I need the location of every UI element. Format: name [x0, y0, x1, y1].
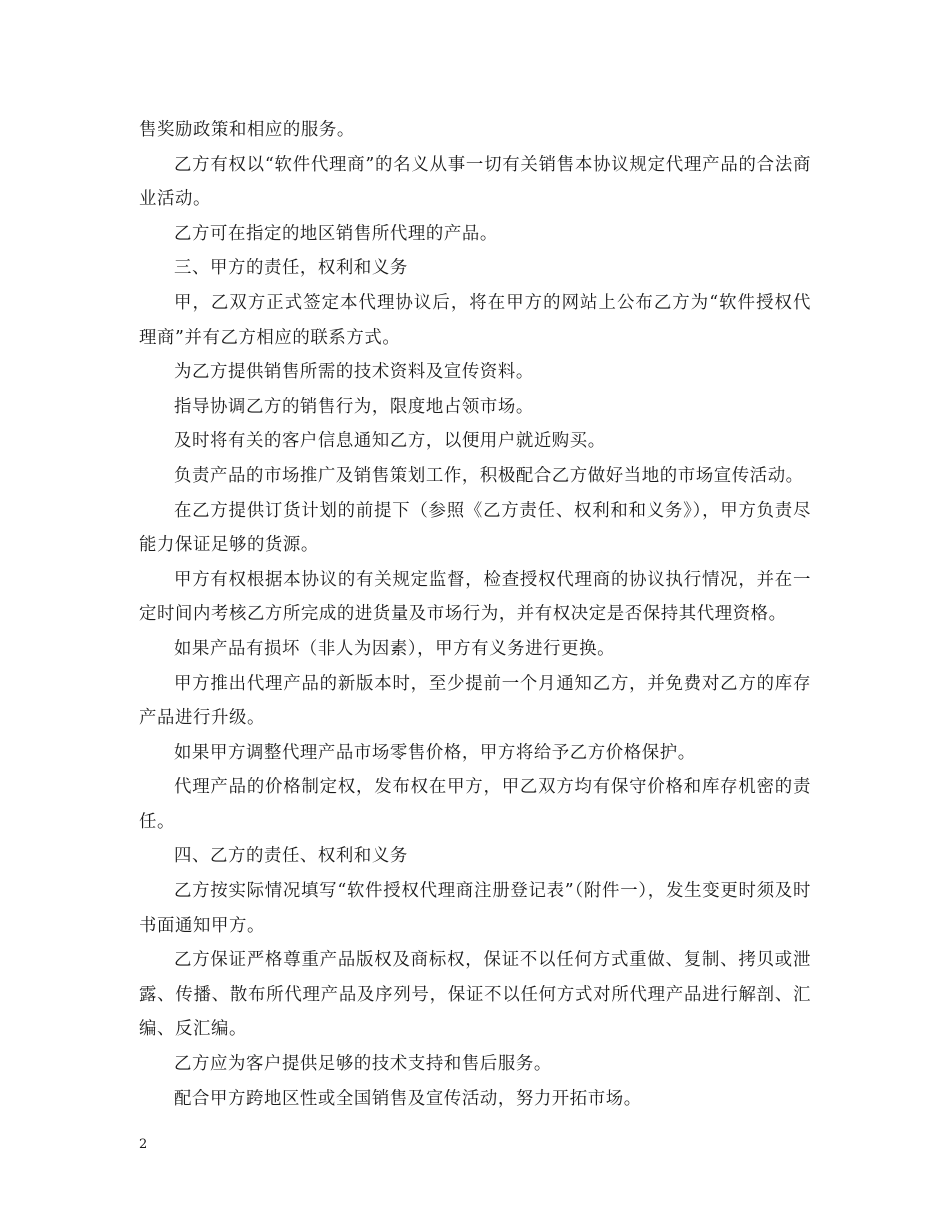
document-body — [139, 113, 811, 1116]
paragraph: 如果产品有损坏（非人为因素），甲方有义务进行更换。 — [174, 638, 616, 659]
paragraph: 在乙方提供订货计划的前提下（参照《乙方责任、权利和和义务》），甲方负责尽能力保证足够的货源。 — [139, 500, 811, 556]
page-number: 2 — [139, 1137, 148, 1152]
paragraph: 甲，乙双方正式签定本代理协议后，将在甲方的网站上公布乙方为“软件授权代理商”并有乙方相应的联系方式。 — [139, 292, 811, 348]
paragraph: 配合甲方跨地区性或全国销售及宣传活动，努力开拓市场。 — [174, 1088, 642, 1109]
section-heading: 四、乙方的责任、权利和义务 — [174, 846, 408, 867]
paragraph: 乙方可在指定的地区销售所代理的产品。 — [174, 223, 498, 244]
paragraph: 指导协调乙方的销售行为，限度地占领市场。 — [174, 396, 534, 417]
paragraph: 售奖励政策和相应的服务。 — [139, 120, 355, 140]
paragraph: 乙方按实际情况填写“软件授权代理商注册登记表”（附件一），发生变更时须及时书面通知甲方。 — [139, 881, 811, 936]
paragraph: 甲方有权根据本协议的有关规定监督，检查授权代理商的协议执行情况，并在一定时间内考核乙方所完成的进货量及市场行为，并有权决定是否保持其代理资格。 — [139, 569, 811, 625]
paragraph: 如果甲方调整代理产品市场零售价格，甲方将给予乙方价格保护。 — [174, 742, 696, 763]
paragraph: 为乙方提供销售所需的技术资料及宣传资料。 — [174, 362, 534, 383]
paragraph: 乙方有权以“软件代理商”的名义从事一切有关销售本协议规定代理产品的合法商业活动。 — [139, 154, 811, 210]
paragraph: 乙方保证严格尊重产品版权及商标权，保证不以任何方式重做、复制、拷贝或泄露、传播、散布所代理产品及序列号，保证不以任何方式对所代理产品进行解剖、汇编、反汇编。 — [139, 950, 811, 1040]
paragraph: 乙方应为客户提供足够的技术支持和售后服务。 — [174, 1054, 552, 1075]
paragraph: 负责产品的市场推广及销售策划工作，积极配合乙方做好当地的市场宣传活动。 — [174, 465, 804, 486]
section-heading: 三、甲方的责任，权利和义务 — [174, 258, 408, 279]
paragraph: 及时将有关的客户信息通知乙方，以便用户就近购买。 — [174, 431, 606, 452]
paragraph: 代理产品的价格制定权，发布权在甲方，甲乙双方均有保守价格和库存机密的责任。 — [139, 777, 811, 832]
paragraph: 甲方推出代理产品的新版本时，至少提前一个月通知乙方，并免费对乙方的库存产品进行升级。 — [139, 673, 811, 729]
